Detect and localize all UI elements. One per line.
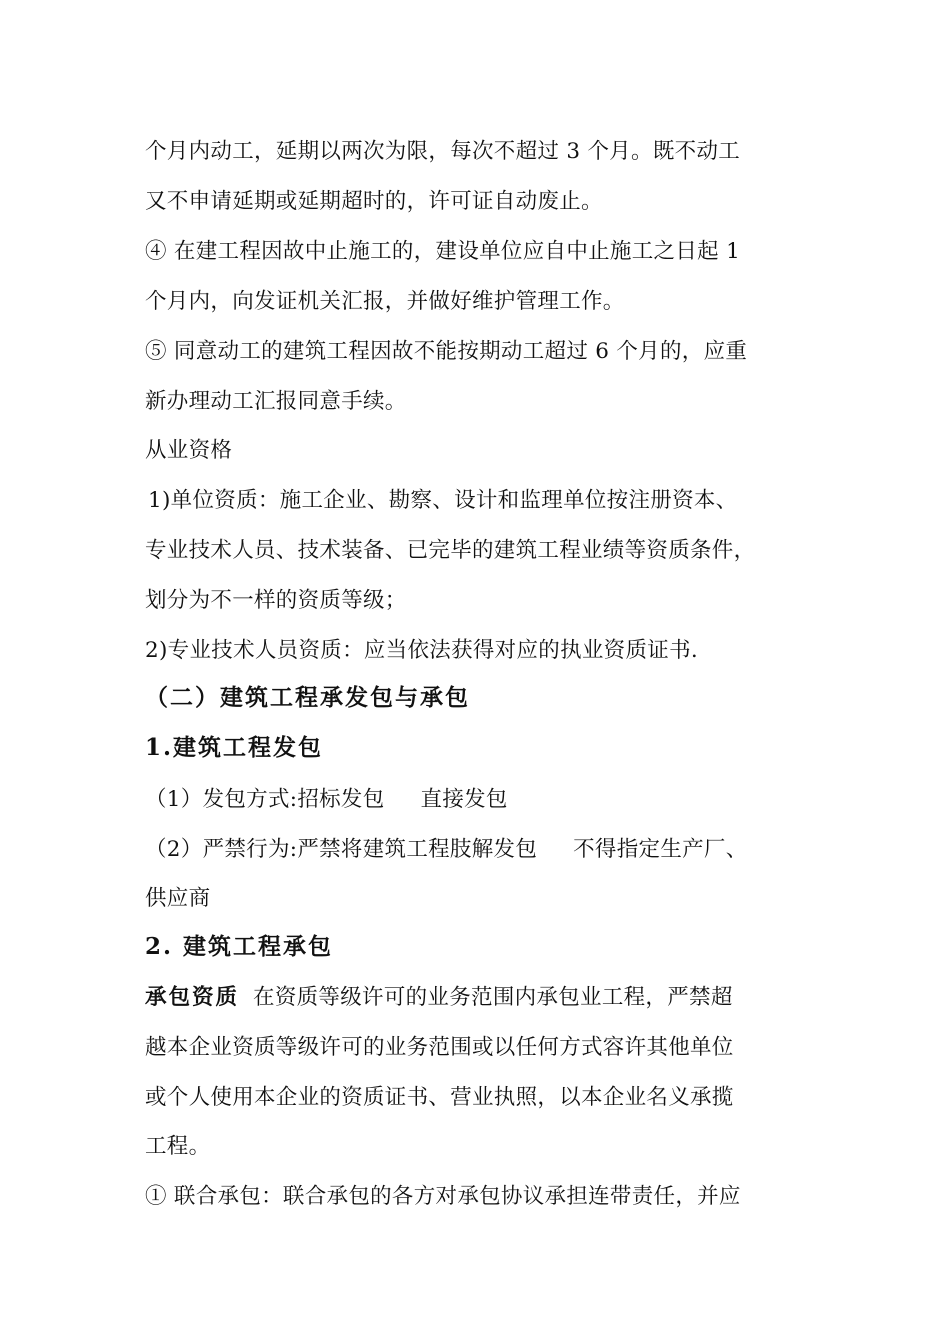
paragraph-line: ① 联合承包：联合承包的各方对承包协议承担连带责任，并应 <box>145 1184 741 1209</box>
paragraph-line: 划分为不一样的资质等级； <box>145 588 407 613</box>
paragraph-line: 个月内动工，延期以两次为限，每次不超过 3 个月。既不动工 <box>145 139 741 164</box>
paragraph-line: ⑤ 同意动工的建筑工程因故不能按期动工超过 6 个月的，应重 <box>145 339 748 364</box>
paragraph-line: 1)单位资质：施工企业、勘察、设计和监理单位按注册资本、 <box>148 488 738 513</box>
paragraph-line: ④ 在建工程因故中止施工的，建设单位应自中止施工之日起 1 <box>145 239 741 264</box>
paragraph-line: 个月内，向发证机关汇报，并做好维护管理工作。 <box>145 289 625 314</box>
subsection-heading: 2. 建筑工程承包 <box>145 933 334 960</box>
paragraph-line <box>145 983 733 1013</box>
paragraph-line: 又不申请延期或延期超时的，许可证自动废止。 <box>145 189 603 214</box>
inline-term: 承包资质 <box>145 985 240 1010</box>
section-label: 从业资格 <box>145 438 233 463</box>
paragraph-line: 专业技术人员、技术装备、已完毕的建筑工程业绩等资质条件， <box>145 538 756 563</box>
line-part: （1）发包方式:招标发包 <box>145 787 385 812</box>
paragraph-line <box>145 785 508 815</box>
paragraph-line: 越本企业资质等级许可的业务范围或以任何方式容许其他单位 <box>145 1035 734 1060</box>
paragraph-line: 新办理动工汇报同意手续。 <box>145 389 407 414</box>
line-part: 不得指定生产厂、 <box>573 837 748 862</box>
paragraph-line: 2)专业技术人员资质：应当依法获得对应的执业资质证书. <box>145 638 699 663</box>
section-heading: （二）建筑工程承发包与承包 <box>145 684 470 711</box>
paragraph-line: 或个人使用本企业的资质证书、营业执照，以本企业名义承揽 <box>145 1085 734 1110</box>
paragraph-line: 工程。 <box>145 1134 211 1159</box>
paragraph-line: 供应商 <box>145 886 211 911</box>
line-part: （2）严禁行为:严禁将建筑工程肢解发包 <box>145 837 538 862</box>
line-part: 在资质等级许可的业务范围内承包业工程，严禁超 <box>253 985 733 1010</box>
paragraph-line <box>145 835 748 865</box>
line-part: 直接发包 <box>420 787 508 812</box>
subsection-heading: 1.建筑工程发包 <box>145 734 324 761</box>
